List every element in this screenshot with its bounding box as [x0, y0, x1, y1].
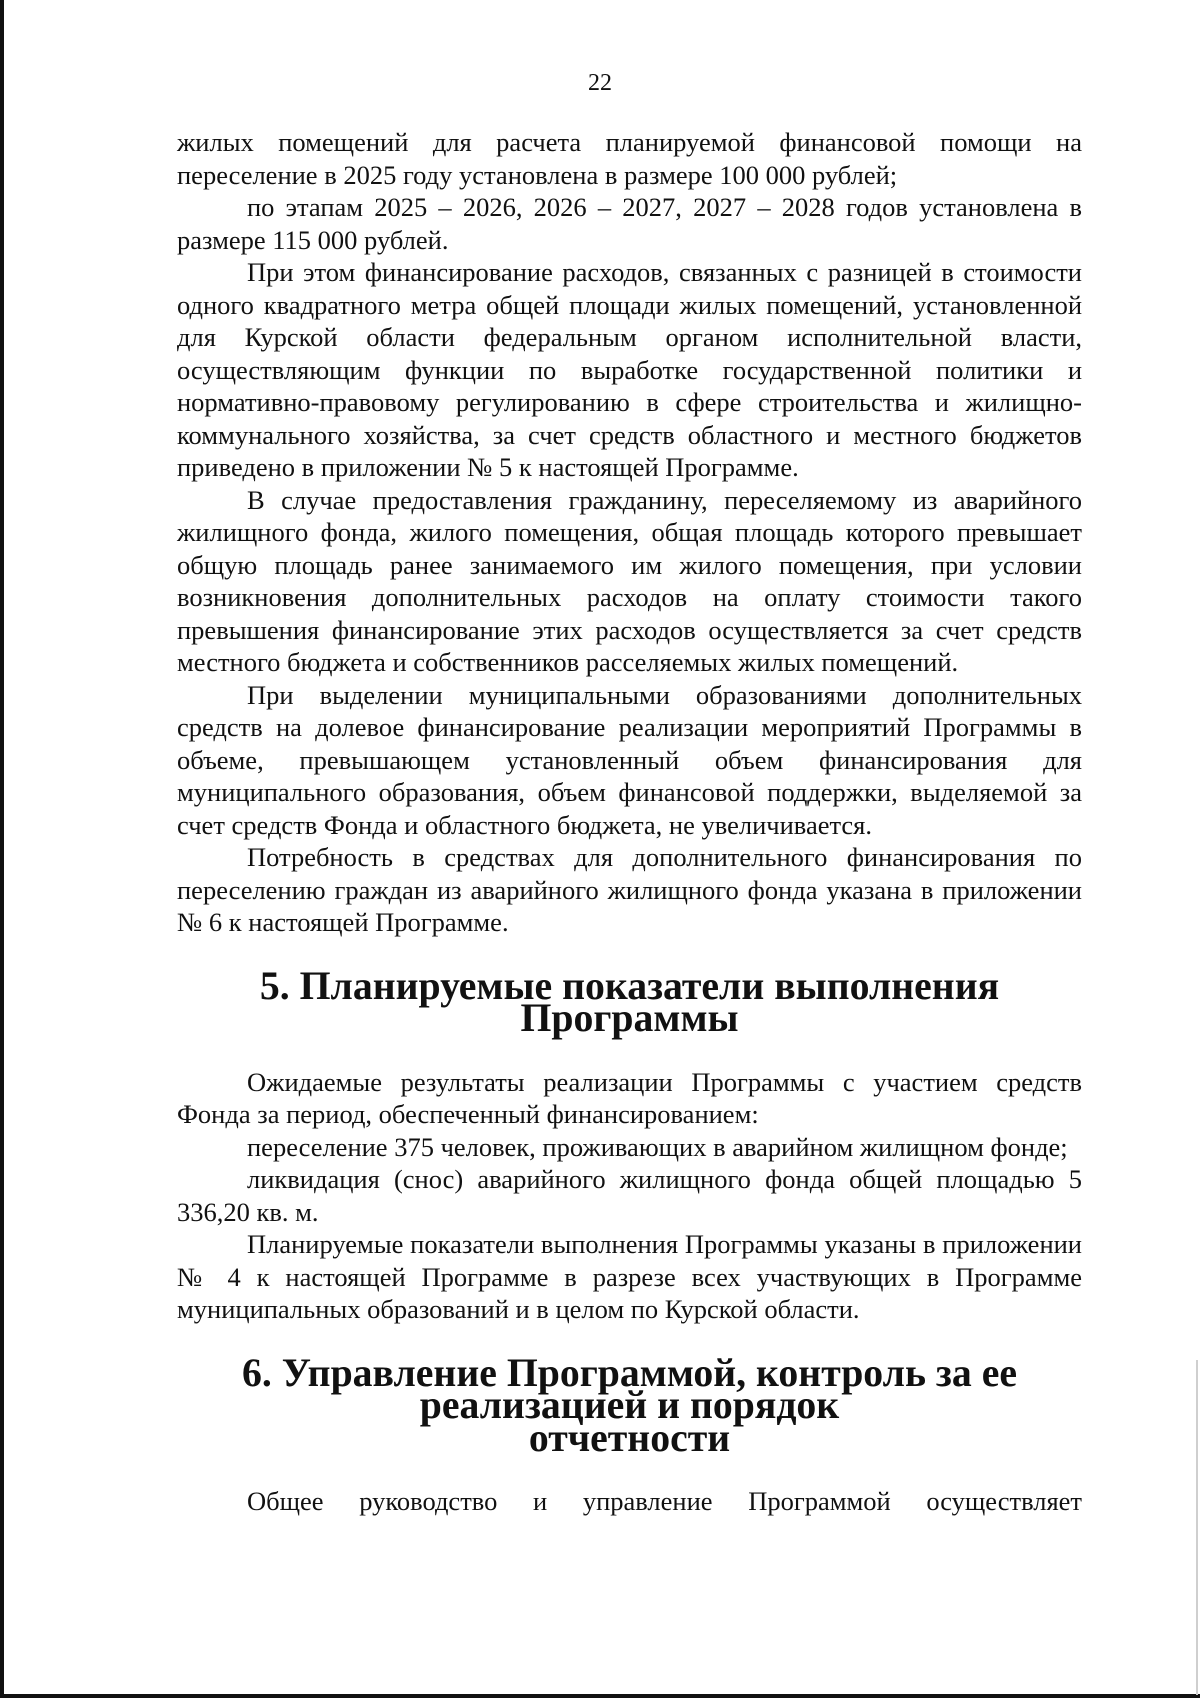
scan-edge-right	[1196, 1360, 1198, 1695]
paragraph-top-4: В случае предоставления гражданину, переселяемому из аварийного жилищного фонда, жилого помещения, общая площадь которого превышает общую площадь ранее занимаемого им жилого помещения, при условии возникновения дополнительных расходов на оплату стоимости такого превышения финансирование этих расходов осуществляется за счет средств местного бюджета и собственников расселяемых жилых помещений.	[177, 484, 1082, 677]
scan-edge-left	[0, 0, 4, 1698]
section-6-heading	[177, 1350, 1082, 1460]
paragraph-top-2: по этапам 2025 – 2026, 2026 – 2027, 2027 – 2028 годов установлена в размере 115 000 рублей.	[177, 192, 1082, 255]
section-5-paragraph-2: переселение 375 человек, проживающих в аварийном жилищном фонде;	[247, 1131, 1068, 1162]
section-6-heading-line-1: 6. Управление Программой, контроль за ее реализацией и порядок	[242, 1350, 1017, 1427]
section-5-paragraph-3: ликвидация (снос) аварийного жилищного фонда общей площадью 5 336,20 кв. м.	[177, 1164, 1082, 1227]
section-5-paragraph-1: Ожидаемые результаты реализации Программы с участием средств Фонда за период, обеспеченный финансированием:	[177, 1066, 1082, 1129]
paragraph-top-3: При этом финансирование расходов, связанных с разницей в стоимости одного квадратного метра общей площади жилых помещений, установленной для Курской области федеральным органом исполнительной власти, осуществляющим функции по выработке государственной политики и нормативно-правовому регулированию в сфере строительства и жилищно-коммунального хозяйства, за счет средств областного и местного бюджетов приведено в приложении № 5 к настоящей Программе.	[177, 257, 1082, 482]
section-5-paragraph-4: Планируемые показатели выполнения Программы указаны в приложении № 4 к настоящей Программе в разрезе всех участвующих в Программе муниципальных образований и в целом по Курской области.	[177, 1229, 1082, 1324]
section-6-paragraph-1: Общее руководство и управление Программой осуществляет	[247, 1486, 1082, 1516]
page-number: 22	[588, 70, 612, 96]
scan-edge-bottom	[0, 1694, 1200, 1698]
document-body	[177, 126, 1082, 1518]
paragraph-top-5: При выделении муниципальными образованиями дополнительных средств на долевое финансирование реализации мероприятий Программы в объеме, превышающем установленный объем финансирования для муниципального образования, объем финансовой поддержки, выделяемой за счет средств Фонда и областного бюджета, не увеличивается.	[177, 679, 1082, 840]
section-6-heading-line-2: отчетности	[528, 1415, 731, 1460]
paragraph-top-6: Потребность в средствах для дополнительного финансирования по переселению граждан из аварийного жилищного фонда указана в приложении № 6 к настоящей Программе.	[177, 842, 1082, 937]
section-5-heading: 5. Планируемые показатели выполнения Программы	[259, 963, 1000, 1040]
paragraph-top-1: жилых помещений для расчета планируемой финансовой помощи на переселение в 2025 году установлена в размере 100 000 рублей;	[177, 127, 1082, 190]
